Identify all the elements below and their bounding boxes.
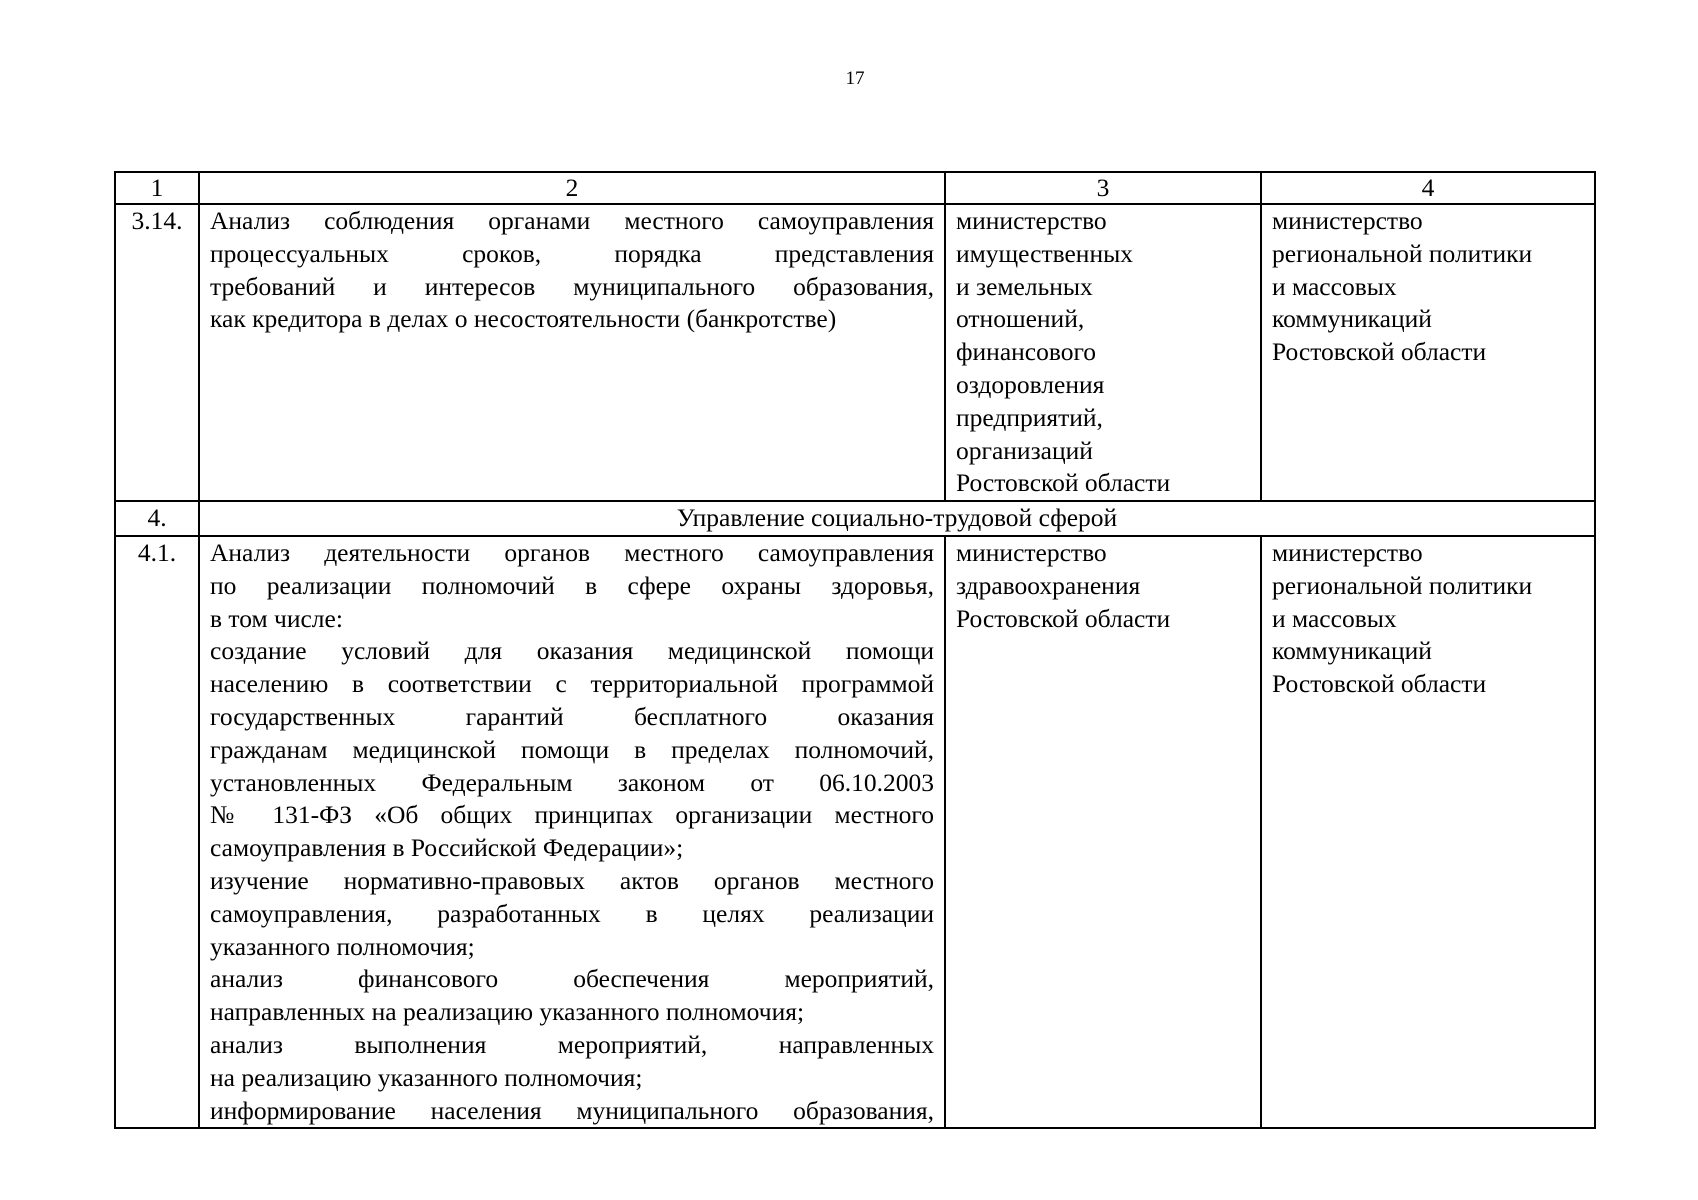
description-line: по реализации полномочий в сфере охраны здоровья, <box>210 570 934 600</box>
description-line: анализ выполнения мероприятий, направленных <box>210 1029 934 1059</box>
description-line: как кредитора в делах о несостоятельности (банкротстве) <box>210 304 837 334</box>
description-line: Анализ соблюдения органами местного самоуправления <box>210 206 934 235</box>
description-line: в том числе: <box>210 603 343 633</box>
description-line: самоуправления, разработанных в целях реализации <box>210 898 934 928</box>
coexecutor-line: коммуникаций <box>1272 636 1432 666</box>
coexecutor-line: министерство <box>1272 206 1423 235</box>
section-row-4 <box>115 501 1595 536</box>
table-header-row <box>115 172 1595 204</box>
executor-line: оздоровления <box>956 369 1105 399</box>
executor-line: министерство <box>956 206 1107 235</box>
coexecutor-line: Ростовской области <box>1272 669 1487 699</box>
description-line: информирование населения муниципального образования, <box>210 1095 934 1125</box>
executor-line: отношений, <box>956 304 1085 334</box>
column-header-2: 2 <box>199 172 945 204</box>
row-coexecutor <box>1261 536 1595 1128</box>
description-line: на реализацию указанного полномочия; <box>210 1062 643 1092</box>
row-coexecutor <box>1261 204 1595 501</box>
column-header-4: 4 <box>1261 172 1595 204</box>
executor-line: и земельных <box>956 271 1093 301</box>
executor-line: имущественных <box>956 238 1133 268</box>
row-number: 3.14. <box>115 204 199 501</box>
page-number: 17 <box>845 68 865 89</box>
column-header-3: 3 <box>945 172 1261 204</box>
column-header-1: 1 <box>115 172 199 204</box>
coexecutor-line: и массовых <box>1272 271 1397 301</box>
table-row-4-1 <box>115 536 1595 1128</box>
description-line: процессуальных сроков, порядка представления <box>210 238 934 268</box>
description-line: установленных Федеральным законом от 06.10.2003 <box>210 767 934 797</box>
row-executor <box>945 536 1261 1128</box>
coexecutor-line: Ростовской области <box>1272 337 1487 367</box>
coexecutor-line: и массовых <box>1272 603 1397 633</box>
coexecutor-line: региональной политики <box>1272 570 1533 600</box>
section-number: 4. <box>115 501 199 536</box>
description-line: указанного полномочия; <box>210 931 475 961</box>
description-line: населению в соответствии с территориальной программой <box>210 669 934 699</box>
executor-line: Ростовской области <box>956 468 1171 498</box>
plan-table <box>114 171 1596 1129</box>
row-description <box>199 204 945 501</box>
row-number: 4.1. <box>115 536 199 1128</box>
table-row-3-14 <box>115 204 1595 501</box>
coexecutor-line: министерство <box>1272 537 1423 567</box>
executor-line: здравоохранения <box>956 570 1141 600</box>
executor-line: предприятий, <box>956 402 1103 432</box>
description-line: анализ финансового обеспечения мероприятий, <box>210 964 934 994</box>
section-title: Управление социально-трудовой сферой <box>199 501 1595 536</box>
row-executor <box>945 204 1261 501</box>
description-line: направленных на реализацию указанного полномочия; <box>210 997 805 1027</box>
description-line: гражданам медицинской помощи в пределах полномочий, <box>210 734 934 764</box>
description-line: самоуправления в Российской Федерации»; <box>210 833 684 863</box>
coexecutor-line: коммуникаций <box>1272 304 1432 334</box>
executor-line: министерство <box>956 537 1107 567</box>
row-description <box>199 536 945 1128</box>
executor-line: организаций <box>956 435 1093 465</box>
description-line: № 131-ФЗ «Об общих принципах организации местного <box>210 800 934 830</box>
description-line: изучение нормативно-правовых актов органов местного <box>210 865 934 895</box>
description-line: создание условий для оказания медицинской помощи <box>210 636 934 666</box>
description-line: требований и интересов муниципального образования, <box>210 271 934 301</box>
description-line: Анализ деятельности органов местного самоуправления <box>210 537 934 567</box>
executor-line: Ростовской области <box>956 603 1171 633</box>
coexecutor-line: региональной политики <box>1272 238 1533 268</box>
description-line: государственных гарантий бесплатного оказания <box>210 701 934 731</box>
executor-line: финансового <box>956 337 1097 367</box>
